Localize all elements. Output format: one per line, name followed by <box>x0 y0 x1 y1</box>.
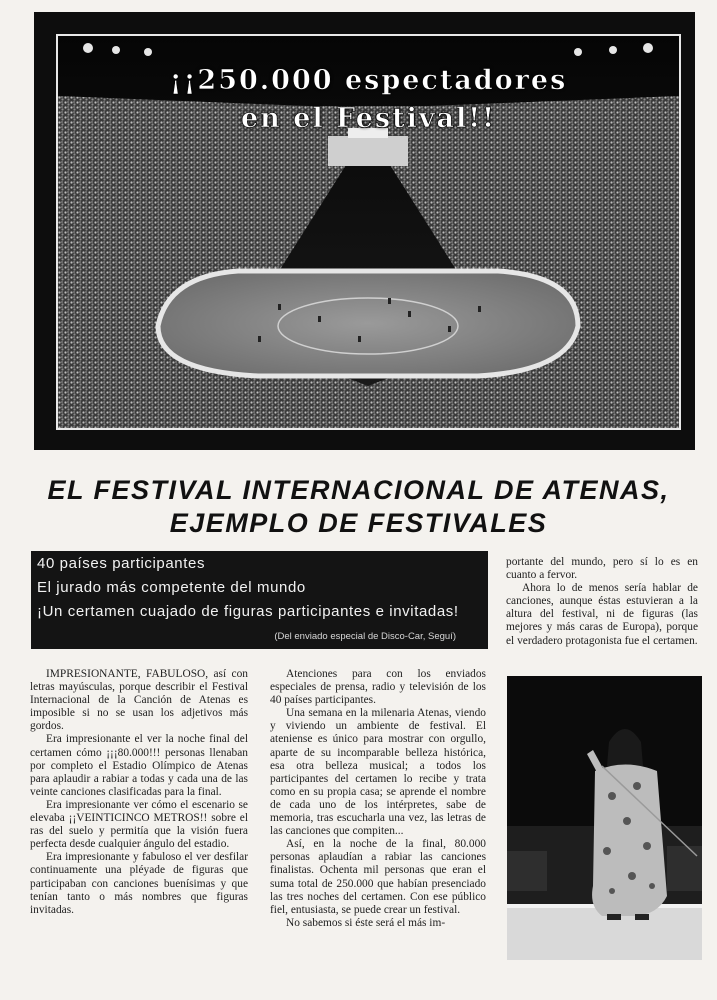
paragraph: Ahora lo de menos sería hablar de canciones, aunque éstas estuvieran a la altura del festival, ni de figuras (las mejores y más caras de Europa), porque el verdadero protagonista fue el certamen. <box>506 582 698 647</box>
paragraph: Era impresionante ver cómo el escenario se elevaba ¡¡VEINTICINCO METROS!! sobre el ras del suelo y permitía que la visión fuera perfecta desde cualquier ángulo del estadio. <box>30 798 248 851</box>
paragraph: Una semana en la milenaria Atenas, viendo y viviendo un ambiente de festival. El ateniense es único para mostrar con orgullo, aparte de su incomparable belleza histórica, esa otra belleza musical; a todos los participantes del certamen lo recibe y trata como en su propia casa; se aprende el nombre de cada uno de los intérpretes, sabe de memoria, tras escucharla una vez, las letras de las canciones que compiten... <box>270 707 486 838</box>
article-column-2 <box>270 668 486 930</box>
paragraph: IMPRESIONANTE, FABULOSO, así con letras mayúsculas, porque describir el Festival Internacional de la Canción de Atenas es imposible si no se usan los adjetivos más gordos. <box>30 668 248 733</box>
highlight-item: 40 países participantes <box>37 555 206 572</box>
paragraph: Así, en la noche de la final, 80.000 personas aplaudían a rabiar las canciones finalistas. Ochenta mil personas que eran el suma total de 250.000 que habían presenciado las tres noches del certamen. Con ese público fiel, entusiasta, se puede crear un festival. <box>270 838 486 916</box>
article-title-line2: EJEMPLO DE FESTIVALES <box>169 508 548 538</box>
stadium-photo <box>34 12 695 450</box>
singer-photo <box>507 676 702 960</box>
paragraph: Era impresionante y fabuloso el ver desfilar continuamente una pléyade de figuras que participaban con canciones buenísimas y que tenían tanto o más nombres que figuras invitadas. <box>30 851 248 916</box>
article-column-3 <box>506 556 698 648</box>
photo-headline <box>58 62 679 138</box>
article-column-1 <box>30 668 248 917</box>
photo-headline-line1: ¡¡250.000 espectadores <box>169 65 568 96</box>
article-credit: (Del enviado especial de Disco-Car, Seguí) <box>274 631 456 642</box>
stadium-photo-frame <box>56 34 681 430</box>
highlight-item: El jurado más competente del mundo <box>37 579 306 596</box>
paragraph: No sabemos si éste será el más im- <box>286 916 446 929</box>
paragraph: Atenciones para con los enviados especiales de prensa, radio y televisión de los 40 países participantes. <box>270 668 486 707</box>
highlights-box <box>31 551 488 649</box>
highlight-item: ¡Un certamen cuajado de figuras participantes e invitadas! <box>37 603 459 620</box>
article-title <box>20 474 697 540</box>
photo-headline-line2: en el Festival!! <box>241 103 496 134</box>
paragraph: Era impresionante el ver la noche final del certamen cómo ¡¡¡80.000!!! personas llenaban por completo el Estadio Olímpico de Atenas para aplaudir a rabiar a todas y cada una de las veinte canciones clasificadas para la final. <box>30 733 248 798</box>
article-title-line1: EL FESTIVAL INTERNACIONAL DE ATENAS, <box>47 475 670 505</box>
paragraph: portante del mundo, pero sí lo es en cuanto a fervor. <box>506 556 698 582</box>
singer-image <box>507 676 702 960</box>
